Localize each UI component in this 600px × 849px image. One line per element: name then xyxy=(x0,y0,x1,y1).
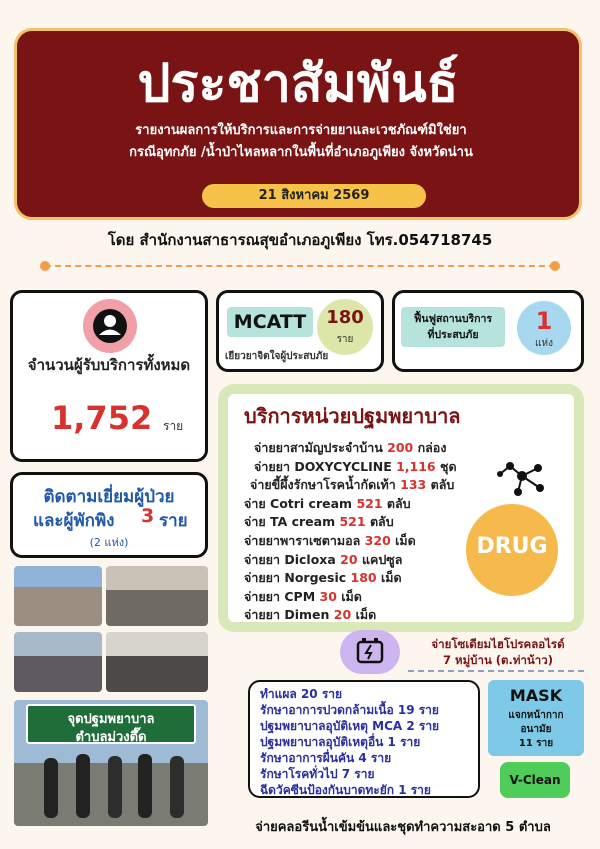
treatments-card xyxy=(248,680,480,798)
mcatt-circle xyxy=(317,299,373,355)
firstaid-item-text: จ่าย TA cream xyxy=(244,514,336,530)
photo-1 xyxy=(14,566,102,626)
firstaid-item-unit: เม็ด xyxy=(355,607,377,623)
firstaid-item-unit: ชุด xyxy=(440,458,457,474)
firstaid-item-unit: เม็ด xyxy=(395,533,416,548)
firstaid-item-unit: เม็ด xyxy=(341,588,362,604)
person-figure xyxy=(44,758,58,818)
chlorine-divider xyxy=(408,670,584,672)
restore-unit: แห่ง xyxy=(535,338,553,349)
firstaid-item xyxy=(244,587,362,607)
total-card xyxy=(10,290,208,462)
divider-dot-left xyxy=(40,261,50,271)
mask-line1: แจกหน้ากาก xyxy=(508,710,564,721)
followup-value: 3 xyxy=(141,505,155,527)
chlorine-line1: จ่ายโซเดียมไฮโปรคลอไรด์ xyxy=(431,637,565,651)
restore-circle xyxy=(517,301,571,355)
drug-label: DRUG xyxy=(476,534,548,559)
followup-card xyxy=(10,472,208,558)
photo-banner-line1: จุดปฐมพยาบาล xyxy=(67,712,155,727)
restore-card xyxy=(392,290,584,372)
firstaid-item-value: 30 xyxy=(319,588,337,604)
firstaid-item-unit: เม็ด xyxy=(380,570,402,586)
divider-dot-right xyxy=(550,261,560,271)
treatment-item: รักษาอาการผื่นคัน 4 ราย xyxy=(260,751,392,765)
firstaid-title: บริการหน่วยปฐมพยาบาล xyxy=(244,404,461,428)
person-figure xyxy=(138,754,152,818)
firstaid-item-value: 521 xyxy=(339,514,366,530)
total-value: 1,752 xyxy=(51,399,153,437)
treatment-item: ปฐมพยาบาลอุบัติเหตุ MCA 2 ราย xyxy=(260,719,440,733)
firstaid-item-value: 521 xyxy=(356,495,383,511)
firstaid-item xyxy=(254,438,446,458)
molecule-icon xyxy=(490,452,554,502)
photo-2 xyxy=(106,566,208,626)
firstaid-frame xyxy=(218,384,584,632)
firstaid-item-value: 133 xyxy=(400,477,427,493)
firstaid-item-text: จ่ายยาสามัญประจำบ้าน xyxy=(254,440,383,455)
photo-3 xyxy=(14,632,102,692)
mask-line2: อนามัย xyxy=(520,724,552,735)
treatment-item: ทำแผล 20 ราย xyxy=(260,687,343,701)
date-pill: 21 สิงหาคม 2569 xyxy=(202,184,426,208)
followup-note: (2 แห่ง) xyxy=(89,536,129,549)
divider xyxy=(45,265,555,267)
vclean-badge: V-Clean xyxy=(500,762,570,798)
firstaid-panel xyxy=(228,394,574,622)
firstaid-item xyxy=(244,550,402,570)
total-unit: ราย xyxy=(163,419,184,433)
mcatt-card xyxy=(216,290,384,372)
firstaid-item-unit: กล่อง xyxy=(417,440,447,455)
header-banner xyxy=(14,28,582,220)
mask-card xyxy=(488,680,584,756)
person-figure xyxy=(170,756,184,818)
firstaid-item-value: 200 xyxy=(387,440,414,455)
footer-text: จ่ายคลอรีนน้ำเข้มข้นและชุดทำความสะอาด 5 ตำบล xyxy=(255,820,551,835)
photo-4 xyxy=(106,632,208,692)
total-label: จำนวนผู้รับบริการทั้งหมด xyxy=(27,356,191,374)
firstaid-item xyxy=(244,568,402,588)
firstaid-item-value: 320 xyxy=(364,533,391,548)
firstaid-item-value: 1,116 xyxy=(396,458,436,474)
mcatt-unit: ราย xyxy=(336,334,354,345)
mcatt-desc: เยียวยาจิตใจผู้ประสบภัย xyxy=(225,351,329,362)
firstaid-item-text: จ่ายยา Dimen xyxy=(244,607,330,623)
photo-banner-line2: ตำบลม่วงตึ๊ด xyxy=(75,730,147,745)
firstaid-item-value: 20 xyxy=(340,551,358,567)
photo-banner xyxy=(26,704,196,744)
restore-label: ฟื้นฟูสถานบริการ ที่ประสบภัย xyxy=(401,307,505,347)
firstaid-item xyxy=(250,475,454,495)
person-figure xyxy=(76,754,90,818)
firstaid-item-value: 20 xyxy=(333,607,352,623)
firstaid-item xyxy=(254,457,457,477)
firstaid-item-value: 180 xyxy=(350,570,377,586)
treatment-item: รักษาโรคทั่วไป 7 ราย xyxy=(260,767,375,781)
firstaid-item-text: จ่ายขี้ผึ้งรักษาโรคน้ำกัดเท้า xyxy=(250,477,396,493)
firstaid-item xyxy=(244,605,376,625)
firstaid-item-text: จ่าย Cotri cream xyxy=(244,495,353,511)
treatment-item: ปฐมพยาบาลอุบัติเหตุอื่น 1 ราย xyxy=(260,735,421,749)
firstaid-item-unit: แคปซูล xyxy=(361,551,403,567)
treatment-item: ฉีดวัคซีนป้องกันบาดทะยัก 1 ราย xyxy=(260,783,431,797)
firstaid-item xyxy=(244,494,411,514)
battery-icon xyxy=(340,630,400,674)
person-figure xyxy=(108,756,122,818)
firstaid-item-text: จ่ายยาพาราเซตามอล xyxy=(244,533,361,548)
photo-5 xyxy=(14,700,208,826)
subtitle-line-2: กรณีอุทกภัย /น้ำป่าไหลหลากในพื้นที่อำเภอภูเพียง จังหวัดน่าน xyxy=(129,145,473,160)
firstaid-item xyxy=(244,512,394,532)
followup-line2: และผู้พักพิง xyxy=(33,511,115,531)
subtitle-line-1: รายงานผลการให้บริการและการจ่ายยาและเวชภัณฑ์มิใช่ยา xyxy=(135,123,467,138)
restore-value: 1 xyxy=(535,307,553,335)
drug-badge xyxy=(466,504,558,596)
firstaid-item-unit: ตลับ xyxy=(369,514,394,530)
chlorine-line2: 7 หมู่บ้าน (ต.ท่าน้าว) xyxy=(443,653,553,667)
firstaid-item-unit: ตลับ xyxy=(430,477,455,493)
treatment-item: รักษาอาการปวดกล้ามเนื้อ 19 ราย xyxy=(260,703,439,717)
firstaid-item-text: จ่ายยา Norgesic xyxy=(244,570,347,586)
firstaid-item-text: จ่ายยา CPM xyxy=(244,588,316,604)
firstaid-item xyxy=(244,531,416,551)
mcatt-value: 180 xyxy=(326,307,364,328)
mask-line3: 11 ราย xyxy=(518,738,554,749)
byline: โดย สำนักงานสาธารณสุขอำเภอภูเพียง โทร.054718745 xyxy=(107,231,493,249)
firstaid-item-text: จ่ายยา Dicloxa xyxy=(244,551,336,567)
mask-title: MASK xyxy=(509,686,563,705)
followup-unit: ราย xyxy=(159,511,188,531)
mcatt-label: MCATT xyxy=(227,307,313,337)
firstaid-item-text: จ่ายยา DOXYCYCLINE xyxy=(254,458,392,474)
person-icon xyxy=(83,299,137,353)
firstaid-item-unit: ตลับ xyxy=(386,495,411,511)
followup-line1: ติดตามเยี่ยมผู้ป่วย xyxy=(43,487,175,507)
page-title: ประชาสัมพันธ์ xyxy=(137,54,459,114)
